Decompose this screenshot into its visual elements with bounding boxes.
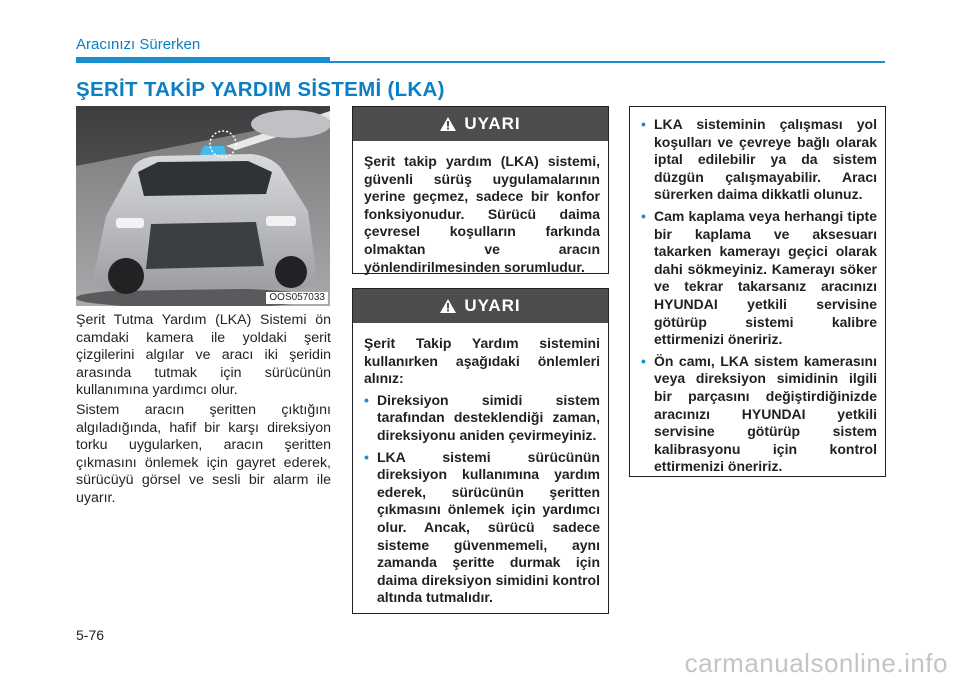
intro-paragraph: Şerit Tutma Yardım (LKA) Sistemi ön camdaki kamera ile yoldaki şerit çizgilerini algılar ve aracı iki şeridin arasında tutmak için sürücünün kullanımına yardımcı olur.	[76, 312, 331, 399]
header-rule-thin	[330, 61, 885, 63]
warning-list-item	[641, 353, 877, 476]
warning-list-text: Cam kaplama veya herhangi tipte bir kaplama ve aksesuarı takarken kamerayı geçici olarak dahi sökmeyiniz. Kamerayı söker ve tekrar takarsanız aracınızı HYUNDAI yetkili servisine götürüp sistemi kalibre ettirmenizi öneririz.	[654, 207, 877, 348]
bullet-icon: •	[641, 207, 646, 224]
warning-list-item	[364, 449, 600, 607]
page-number: 5-76	[76, 627, 105, 643]
section-title: Aracınızı Sürerken	[76, 36, 201, 53]
warning-label: UYARI	[464, 296, 521, 315]
intro-paragraph: Sistem aracın şeritten çıktığını algıladığında, hafif bir karşı direksiyon torku uygularken, aracın şeritten çıkmasını önlemek için gayret ederek, sürücüyü görsel ve sesli bir alarm ile uyarır.	[76, 402, 331, 506]
distant-car	[251, 110, 330, 138]
warning-text: Şerit takip yardım (LKA) sistemi, güvenli sürüş uygulamalarının yerine geçmez, sadece bir konfor fonksiyonudur. Sürücü daima çevresel koşulların farkında olmaktan ve aracın yönlendirilmesinden sorumludur.	[364, 153, 600, 275]
page-heading: ŞERİT TAKİP YARDIM SİSTEMİ (LKA)	[76, 78, 445, 101]
wheel-left	[108, 258, 144, 294]
header-rule-thick	[76, 57, 330, 63]
warning-triangle-icon	[440, 299, 456, 313]
lka-illustration	[76, 106, 330, 306]
warning-body	[353, 141, 608, 276]
wheel-right	[275, 256, 307, 288]
warning-body	[353, 323, 608, 607]
warning-body	[630, 107, 885, 476]
headlight-left	[116, 218, 144, 228]
warning-text: Şerit Takip Yardım sistemini kullanırken aşağıdaki önlemleri alınız:	[364, 335, 600, 387]
warning-box	[352, 288, 609, 614]
warning-list-item	[641, 208, 877, 349]
warning-continuation-box	[629, 106, 886, 477]
bullet-icon: •	[364, 448, 369, 465]
watermark: carmanualsonline.info	[684, 648, 948, 678]
warning-list-text: Direksiyon simidi sistem tarafından desteklendiği zaman, direksiyonu aniden çevirmeyiniz.	[377, 391, 600, 443]
warning-list-item	[641, 116, 877, 204]
headlight-right	[266, 216, 296, 226]
warning-list	[641, 116, 877, 476]
windshield	[138, 161, 272, 196]
warning-triangle-icon	[440, 117, 456, 131]
warning-label: UYARI	[464, 114, 521, 133]
warning-list-text: LKA sisteminin çalışması yol koşulları ve çevreye bağlı olarak iptal edilebilir ya da sistem düzgün çalışmayabilir. Aracı sürerken daima dikkatli olunuz.	[654, 116, 877, 203]
bullet-icon: •	[641, 352, 646, 369]
bullet-icon: •	[641, 116, 646, 132]
bullet-icon: •	[364, 391, 369, 408]
warning-list-item	[364, 392, 600, 445]
warning-box	[352, 106, 609, 274]
warning-list	[364, 392, 600, 607]
warning-header	[353, 107, 608, 141]
warning-header	[353, 289, 608, 323]
grille	[146, 222, 264, 269]
warning-list-text: LKA sistemi sürücünün direksiyon kullanımına yardım ederek, sürücünün şeritten çıkmasını önlemek için yardımcı olur. Ancak, sürücü sadece sisteme güvenmemeli, aynı zamanda şeritte durmak için daima direksiyon simidini kontrol altında tutmalıdır.	[377, 448, 600, 606]
figure-code: OOS057033	[266, 292, 328, 304]
warning-list-text: Ön camı, LKA sistem kamerasını veya direksiyon simidinin ilgili bir parçasını değiştirdiğinizde aracınızı HYUNDAI yetkili servisine götürüp sistem kalibrasyonu için kontrol ettirmenizi öneririz.	[654, 352, 877, 475]
